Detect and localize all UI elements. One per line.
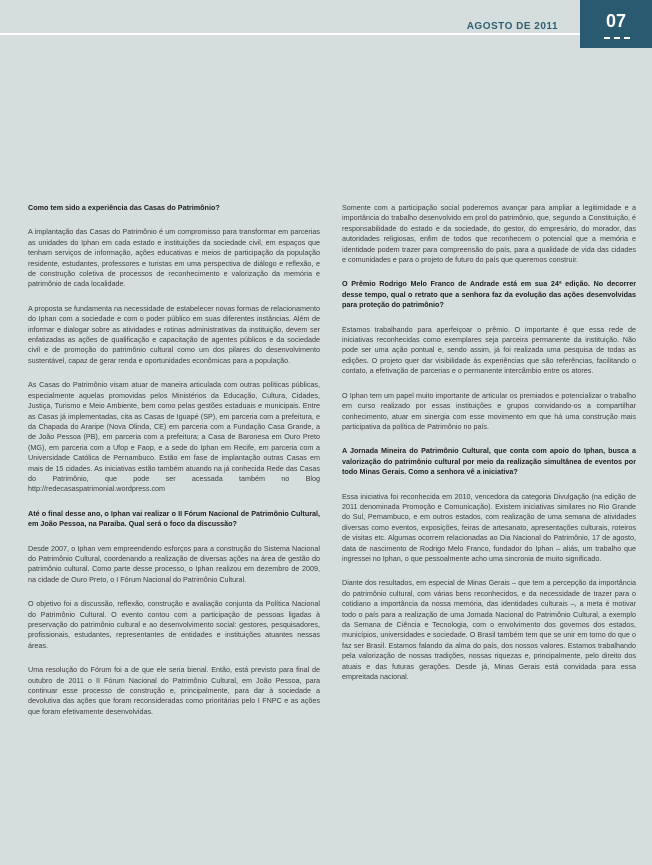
- interview-answer: A proposta se fundamenta na necessidade de estabelecer novas formas de relacionamento do Iphan com a sociedade e com o poder público em suas diferentes instâncias. Além de informar e dialogar sobre as atividades e rotinas administrativas da instituição, devem ser enfatizadas as ações de qualificação e capacitação de agentes públicos e da sociedade civil e de promoção do patrimônio cultural como um dos pilares do desenvolvimento sustentável, capaz de gerar renda e oportunidades econômicas para a população.: [28, 303, 320, 365]
- article-body: [28, 203, 636, 843]
- interview-answer: Desde 2007, o Iphan vem empreendendo esforços para a construção do Sistema Nacional do Patrimônio Cultural, coordenando a realização de diversas ações na área de gestão do patrimônio cultural. Como parte desse processo, o Iphan realizou em dezembro de 2009, na cidade de Ouro Preto, o I Fórum Nacional do Patrimônio Cultural.: [28, 543, 320, 584]
- right-column: [342, 203, 636, 696]
- interview-answer: Diante dos resultados, em especial de Minas Gerais – que tem a percepção da importância do patrimônio cultural, com várias bens reconhecidos, e da necessidade de trazer para o cotidiano a importância da nossa memória, das identidades culturais –, a meta é motivar todo o país para a realização de uma Jornada Nacional do Patrimônio Cultural, a exemplo da Semana de Ciência e Tecnologia, com o envolvimento dos governos dos estados, municípios, universidades e sociedade. O Brasil também tem que se unir em torno do que o faz ser Brasil. Estamos falando da alma do país, dos nossos valores. Estamos trabalhando pela valorização de nossas tradições, nossas riquezas e, principalmente, pelo direito dos atuais e das futuras gerações. Desde já, Minas Gerais está convidada para essa empreitada nacional.: [342, 578, 636, 682]
- interview-answer: Estamos trabalhando para aperfeiçoar o prêmio. O importante é que essa rede de iniciativas reconhecidas como exemplares seja parceira permanente da instituição. Não pode ser uma ação pontual e, sendo assim, já foi realizada uma pesquisa de todas as edições. O projeto quer dar visibilidade às experiências que são referências, facilitando o contato, a efetivação de parcerias e o permanente intercâmbio entre os atores.: [342, 324, 636, 376]
- interview-question: Como tem sido a experiência das Casas do Patrimônio?: [28, 203, 220, 212]
- page-number: 07: [605, 11, 627, 31]
- left-column: [28, 203, 320, 731]
- interview-question: O Prêmio Rodrigo Melo Franco de Andrade está em sua 24ª edição. No decorrer desse tempo, qual o retrato que a senhora faz da evolução das ações desenvolvidas para proteção do patrimônio?: [342, 279, 636, 310]
- interview-answer: Essa iniciativa foi reconhecida em 2010, vencedora da categoria Divulgação (na edição de 2011 denominada Promoção e Comunicação). Existem iniciativas similares no Rio Grande do Sul, Pernambuco, e em outros estados, com realização de uma semana de atividades diversas como eventos, exposições, feiras de artesanato, apresentações culturais, roteiros de visitas etc. Algumas ocorrem relacionadas ao Dia Nacional do Patrimônio, 17 de agosto, data de nascimento de Rodrigo Melo Franco, fundador do Iphan – aliás, um trabalho que ingressei no Iphan, o que pessoalmente acho uma sincronia de muito significado.: [342, 491, 636, 563]
- interview-answer: A implantação das Casas do Patrimônio é um compromisso para transformar em parcerias as unidades do Iphan em cada estado e instituições da sociedade civil, em espaços que tenham serviços de informação, ações educativas e meios de participação da população residente, estudantes, professores e turistas em uma perspectiva de diálogo e reflexão, e de construção coletiva de processos de reconhecimento e valorização da memória e patrimônio de cada localidade.: [28, 227, 320, 289]
- header-rule: [0, 33, 580, 35]
- interview-answer: Somente com a participação social poderemos avançar para ampliar a legitimidade e a importância do trabalho desenvolvido em prol do patrimônio, que, segundo a Constituição, é responsabilidade do estado e da sociedade, do gestor, do empresário, do morador, das autoridades religiosas, enfim de todos que reconhecem o potencial que a memória e identidade podem trazer para compreensão do país, para a qualidade de vida das cidades e comunidades e para o projeto de futuro do país que queremos construir.: [342, 203, 636, 265]
- interview-answer: As Casas do Patrimônio visam atuar de maneira articulada com outras políticas públicas, especialmente aquelas promovidas pelos Ministérios da Educação, Cultura, Cidades, Justiça, Turismo e Meio Ambiente, bem como pelas gestões estaduais e municipais. Entre as Casas já implementadas, cita as Casas de Iguapé (SP), em parceria com a prefeitura, e da Chapada do Araripe (Nova Olinda, CE) em parceria com a Fundação Casa Grande, a de João Pessoa (PB), em parceria com a prefeitura; a Casa de Baronesa em Ouro Preto (MG), em parceria com a Ufop e Faop, e a sede do Iphan em Recife, em parceria com a Universidade Católica de Pernambuco. Estão em fase de implantação outras Casas em mais de 15 cidades. As iniciativas estão também atuando na já conhecida Rede das Casas do Patrimônio, que pode ser acessada também no Blog http://redecasaspatrimonial.wordpress.com: [28, 380, 320, 494]
- interview-answer: O Iphan tem um papel muito importante de articular os premiados e potencializar o trabalho em curso realizado por essas instituições e grupos convidando-os a compartilhar conhecimento, atuar em sinergia com esse movimento em que há uma construção mais participativa da política de Patrimônio no país.: [342, 390, 636, 431]
- interview-answer: Uma resolução do Fórum foi a de que ele seria bienal. Então, está previsto para final de outubro de 2011 o II Fórum Nacional do Patrimônio Cultural, em João Pessoa, para continuar esse processo de construção e, principalmente, para dar à sociedade a devolutiva das ações que foram reconsideradas como prioritárias pelo I FNPC e as ações que foram efetivamente desenvolvidas.: [28, 665, 320, 716]
- issue-date: AGOSTO DE 2011: [466, 21, 558, 32]
- interview-question: Até o final desse ano, o Iphan vai realizar o II Fórum Nacional de Patrimônio Cultural, em João Pessoa, na Paraíba. Qual será o foco da discussão?: [28, 508, 320, 529]
- interview-question: A Jornada Mineira do Patrimônio Cultural, que conta com apoio do Iphan, busca a valorização do patrimônio cultural por meio da realização simultânea de eventos por todo Minas Gerais. Como a senhora vê a iniciativa?: [342, 446, 636, 477]
- interview-answer: O objetivo foi a discussão, reflexão, construção e avaliação conjunta da Política Nacional do Patrimônio Cultural. O evento contou com a participação de pessoas ligadas à preservação do patrimônio cultural e ao desenvolvimento social: gestores, pesquisadores, profissionais, estudantes, representantes de entidades e instituições atuantes nessas áreas.: [28, 599, 320, 650]
- decorative-dash: [604, 37, 630, 39]
- page-number-tab: [580, 0, 652, 48]
